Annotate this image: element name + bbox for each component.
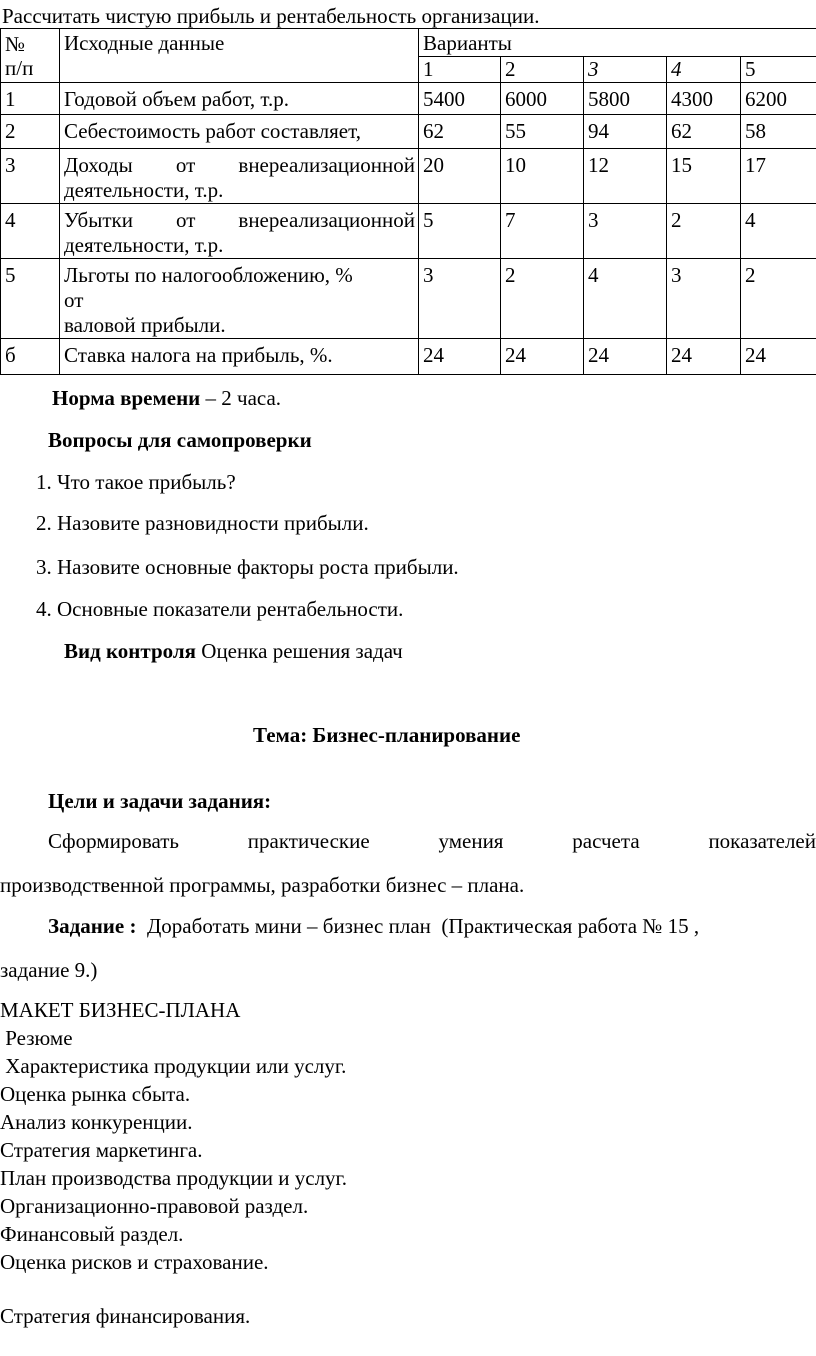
row-value: 24 (419, 339, 501, 375)
goals-text-line: Сформировать практические умения расчета показателей (48, 829, 816, 853)
row-description-line: деятельности, т.р. (64, 178, 224, 202)
row-value: 17 (741, 149, 816, 204)
table-row (1, 204, 816, 259)
header-variants: Варианты (423, 31, 512, 55)
table-header-row (1, 29, 816, 57)
topic-heading: Тема: Бизнес-планирование (253, 723, 521, 747)
row-description-line: Убытки от внереализационной (64, 208, 415, 232)
control-type-text: Оценка решения задач (196, 639, 403, 663)
plan-item: План производства продукции и услуг. (0, 1166, 348, 1190)
variant-number: 2 (501, 57, 584, 83)
row-value: 24 (667, 339, 741, 375)
row-description-line: Доходы от внереализационной (64, 153, 415, 177)
row-value: 10 (501, 149, 584, 204)
plan-item: Оценка рисков и страхование. (0, 1250, 269, 1274)
header-number-sub: п/п (5, 56, 34, 80)
time-norm-text: – 2 часа. (200, 386, 282, 410)
goals-heading: Цели и задачи задания: (48, 789, 272, 813)
row-description-line: деятельности, т.р. (64, 233, 224, 257)
row-description (60, 149, 419, 204)
questions-heading: Вопросы для самопроверки (48, 428, 312, 452)
plan-heading: МАКЕТ БИЗНЕС-ПЛАНА (0, 998, 241, 1022)
row-number: 1 (1, 83, 60, 115)
row-value: 12 (584, 149, 667, 204)
row-description (60, 83, 419, 115)
header-variants-cell (419, 29, 816, 57)
header-number-cell (1, 29, 60, 83)
row-value: 24 (584, 339, 667, 375)
row-value: 3 (584, 204, 667, 259)
row-value: 24 (741, 339, 816, 375)
plan-item: Резюме (0, 1026, 73, 1050)
task-text-line: задание 9.) (0, 958, 98, 982)
row-description (60, 204, 419, 259)
plan-item: Анализ конкуренции. (0, 1110, 193, 1134)
row-value: 55 (501, 115, 584, 149)
table-row (1, 149, 816, 204)
goals-text-line: производственной программы, разработки бизнес – плана. (0, 873, 525, 897)
header-source-cell (60, 29, 419, 83)
row-description-line: от (64, 288, 84, 312)
header-number: № (5, 32, 26, 56)
variant-number: 4 (667, 57, 741, 83)
time-norm-label: Норма времени (52, 386, 201, 410)
variant-number: 5 (741, 57, 816, 83)
row-value: 6200 (741, 83, 816, 115)
table-row (1, 115, 816, 149)
plan-item: Организационно-правовой раздел. (0, 1194, 309, 1218)
row-number: 5 (1, 259, 60, 339)
row-description-line: валовой прибыли. (64, 313, 226, 337)
row-number: 3 (1, 149, 60, 204)
row-description-line: Себестоимость работ составляет, (64, 119, 361, 143)
row-value: 6000 (501, 83, 584, 115)
row-description (60, 115, 419, 149)
plan-item: Финансовый раздел. (0, 1222, 184, 1246)
row-number: 2 (1, 115, 60, 149)
question-item: 4. Основные показатели рентабельности. (36, 597, 404, 621)
variant-number: 1 (419, 57, 501, 83)
table-row (1, 259, 816, 339)
row-value: 4 (741, 204, 816, 259)
row-value: 4 (584, 259, 667, 339)
table-row (1, 83, 816, 115)
row-value: 58 (741, 115, 816, 149)
row-value: 24 (501, 339, 584, 375)
task-text: Доработать мини – бизнес план (Практическая работа № 15 , (136, 914, 700, 938)
task (48, 914, 699, 939)
header-source: Исходные данные (64, 31, 225, 55)
row-value: 2 (741, 259, 816, 339)
row-value: 62 (667, 115, 741, 149)
question-item: 2. Назовите разновидности прибыли. (36, 511, 369, 535)
row-value: 5 (419, 204, 501, 259)
row-value: 5400 (419, 83, 501, 115)
variant-number: 3 (584, 57, 667, 83)
question-item: 1. Что такое прибыль? (36, 470, 236, 494)
table-row (1, 339, 816, 375)
row-value: 4300 (667, 83, 741, 115)
row-description (60, 259, 419, 339)
row-description-line: Ставка налога на прибыль, %. (64, 343, 333, 367)
time-norm (52, 386, 281, 411)
row-description (60, 339, 419, 375)
page-title: Рассчитать чистую прибыль и рентабельность организации. (2, 4, 540, 28)
row-description-line: Льготы по налогообложению, % (64, 263, 353, 287)
row-value: 15 (667, 149, 741, 204)
question-item: 3. Назовите основные факторы роста прибыли. (36, 555, 459, 579)
row-description-line: Годовой объем работ, т.р. (64, 87, 289, 111)
control-type-label: Вид контроля (64, 639, 197, 663)
task-label: Задание : (48, 914, 137, 938)
row-value: 5800 (584, 83, 667, 115)
control-type (64, 639, 403, 664)
plan-item: Оценка рынка сбыта. (0, 1082, 191, 1106)
row-value: 3 (419, 259, 501, 339)
data-table (0, 28, 816, 375)
row-value: 2 (667, 204, 741, 259)
row-value: 7 (501, 204, 584, 259)
row-value: 20 (419, 149, 501, 204)
row-number: 4 (1, 204, 60, 259)
row-value: 2 (501, 259, 584, 339)
row-value: 3 (667, 259, 741, 339)
row-number: б (1, 339, 60, 375)
plan-item: Стратегия маркетинга. (0, 1138, 203, 1162)
plan-item-last: Стратегия финансирования. (0, 1304, 251, 1328)
plan-item: Характеристика продукции или услуг. (0, 1054, 347, 1078)
row-value: 62 (419, 115, 501, 149)
row-value: 94 (584, 115, 667, 149)
